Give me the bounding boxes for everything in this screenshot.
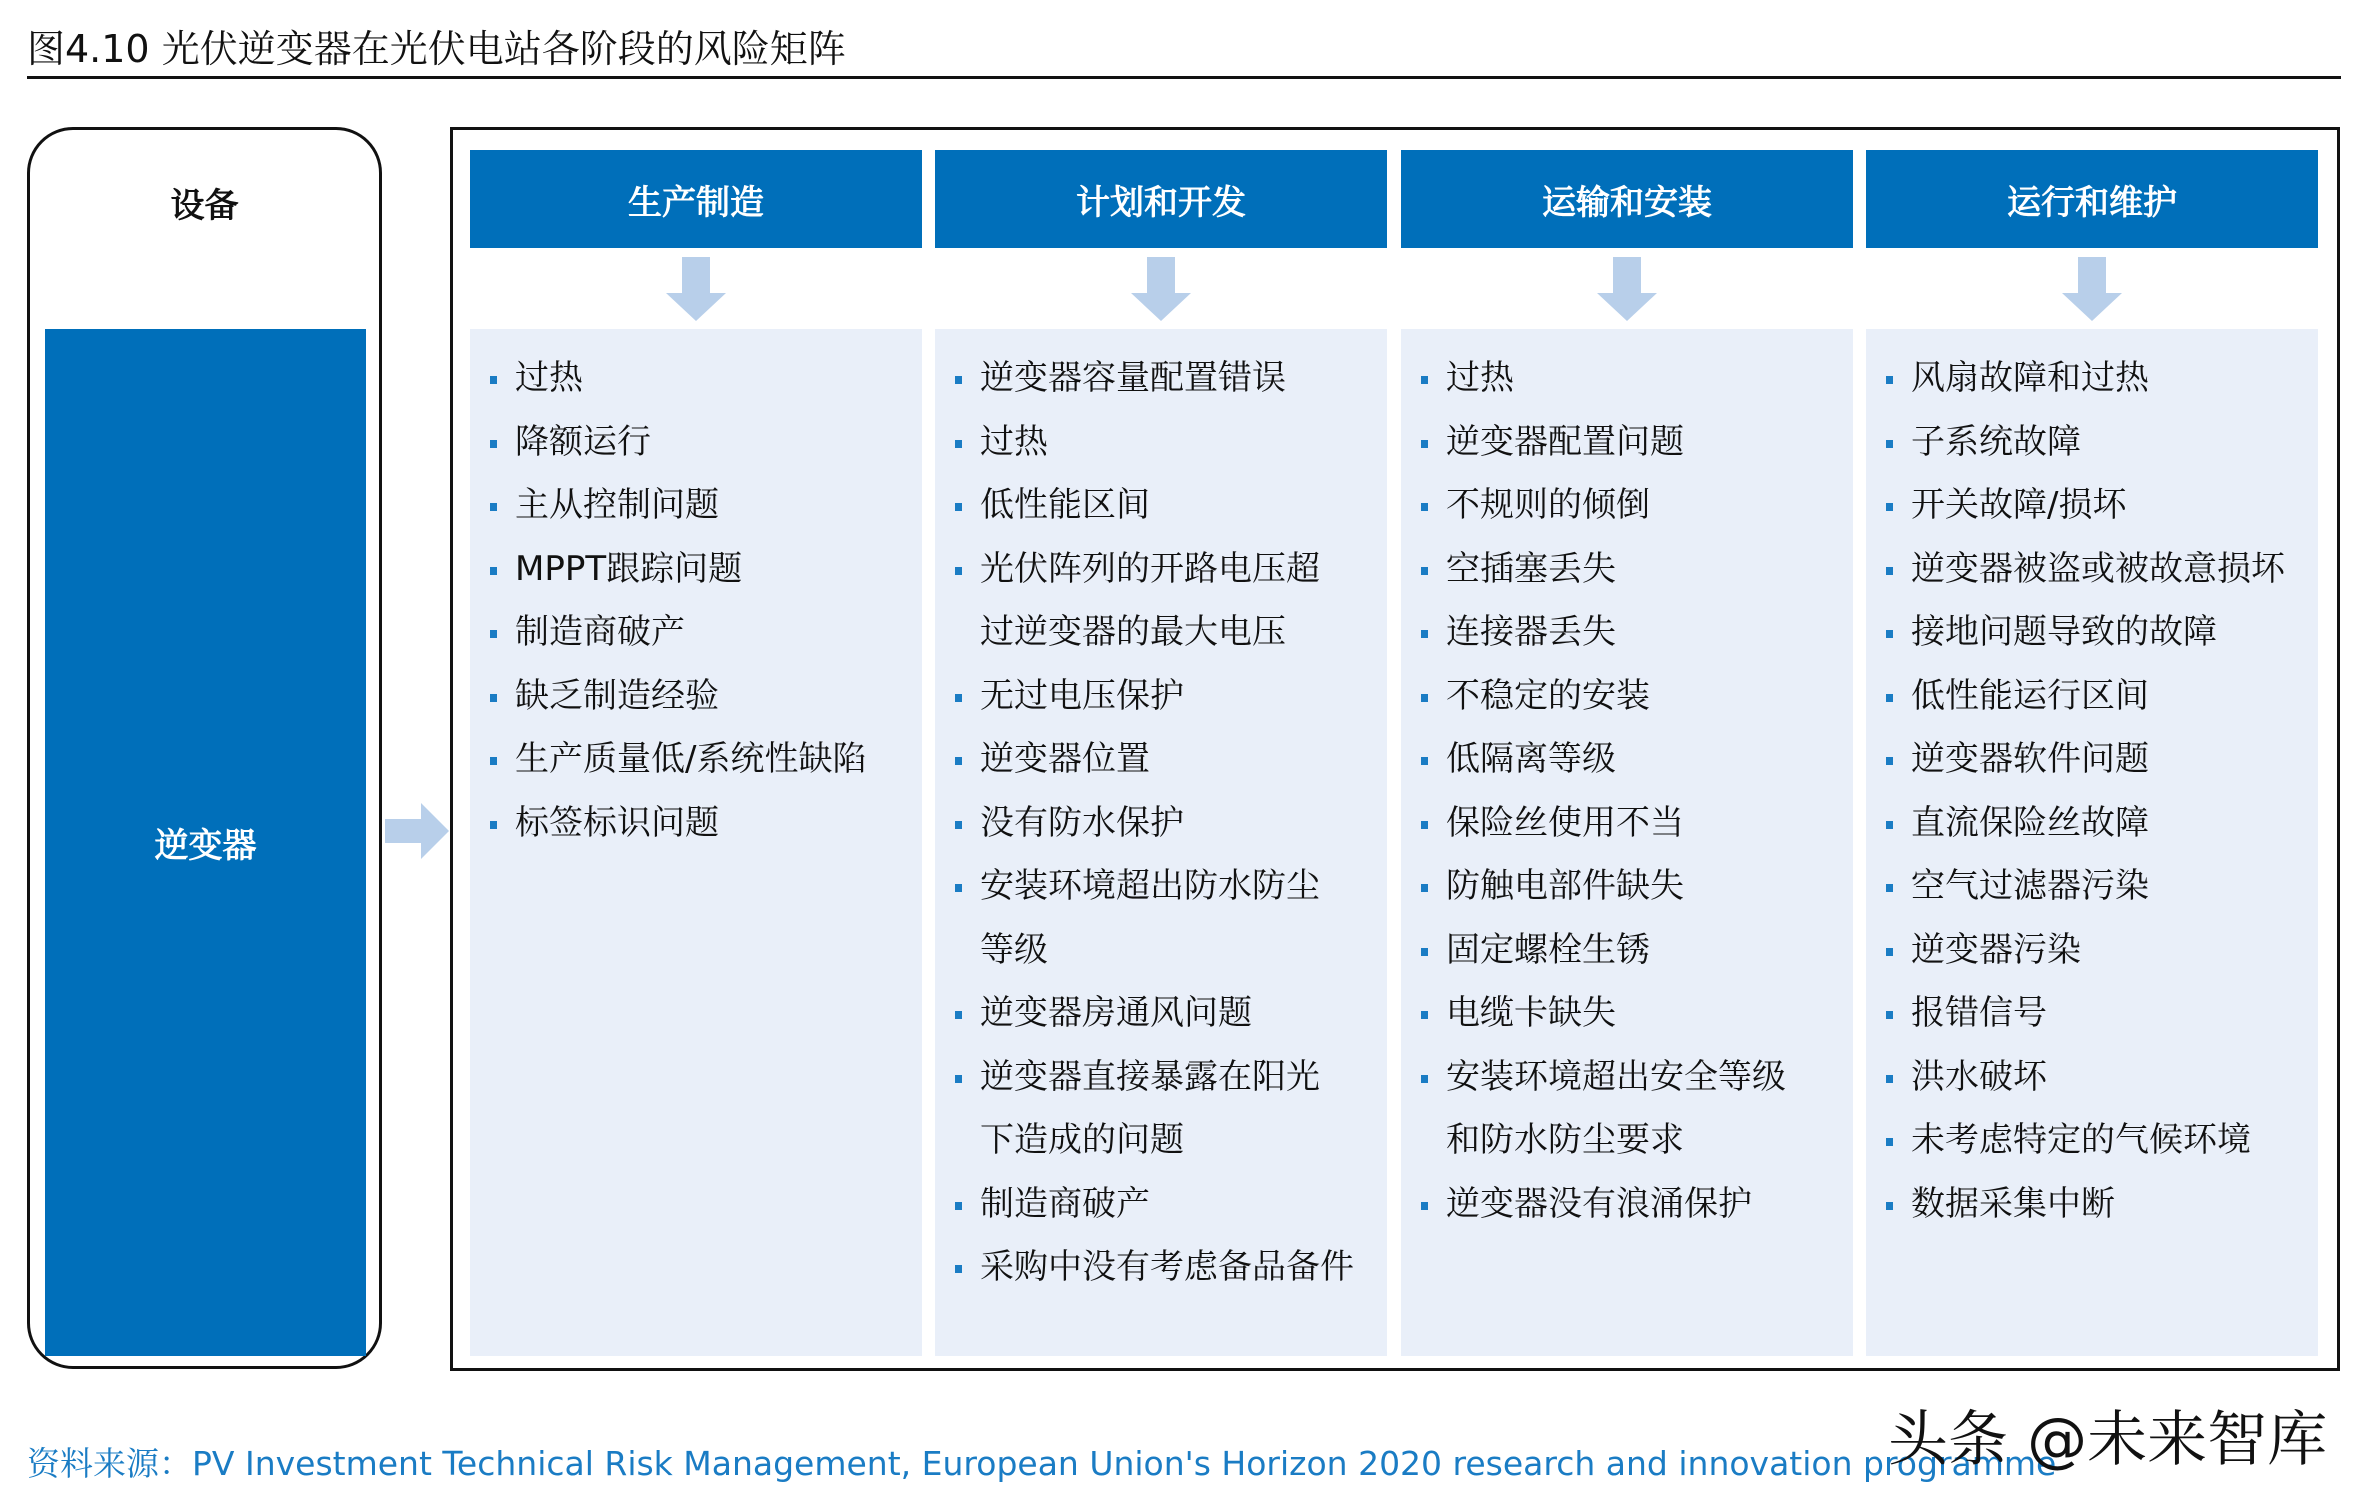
risk-item-text: 连接器丢失 bbox=[1446, 612, 1616, 652]
risk-item-text: 固定螺栓生锈 bbox=[1446, 929, 1650, 970]
bullet-icon bbox=[1421, 1075, 1428, 1083]
bullet-icon bbox=[955, 694, 962, 702]
risk-item bbox=[1866, 601, 2318, 665]
risk-item bbox=[1401, 982, 1853, 1046]
risk-item bbox=[1401, 855, 1853, 919]
bullet-icon bbox=[1421, 630, 1428, 638]
risk-item bbox=[1401, 1046, 1853, 1173]
arrow-down-icon bbox=[1131, 257, 1191, 321]
source-note: 资料来源：PV Investment Technical Risk Management, European Union's Horizon 2020 research and innovation programme bbox=[27, 1444, 2057, 1483]
risk-list bbox=[470, 347, 922, 855]
bullet-icon bbox=[490, 694, 497, 702]
bullet-icon bbox=[1886, 1011, 1893, 1019]
risk-item-text: 逆变器位置 bbox=[980, 739, 1150, 779]
bullet-icon bbox=[1886, 757, 1893, 765]
risk-item bbox=[935, 855, 1387, 982]
risk-item-text: 安装环境超出安全等级 和防水防尘要求 bbox=[1446, 1056, 1786, 1160]
stage-header: 运行和维护 bbox=[1866, 150, 2318, 248]
bullet-icon bbox=[490, 630, 497, 638]
risk-item-text: 防触电部件缺失 bbox=[1446, 866, 1684, 906]
risk-item-text: 制造商破产 bbox=[515, 612, 685, 652]
risk-item bbox=[1866, 919, 2318, 983]
risk-item bbox=[1401, 1173, 1853, 1237]
bullet-icon bbox=[1886, 1075, 1893, 1083]
stage-risk-panel bbox=[1401, 329, 1853, 1356]
risk-item bbox=[470, 792, 922, 856]
risk-item-text: 电缆卡缺失 bbox=[1446, 993, 1616, 1033]
risk-item-text: 安装环境超出防水防尘 等级 bbox=[980, 866, 1320, 970]
bullet-icon bbox=[490, 440, 497, 448]
risk-item-text: 不规则的倾倒 bbox=[1446, 485, 1650, 525]
risk-item bbox=[1401, 601, 1853, 665]
risk-item-text: 逆变器没有浪涌保护 bbox=[1446, 1183, 1752, 1224]
risk-list bbox=[1866, 347, 2318, 1236]
risk-item bbox=[1866, 728, 2318, 792]
bullet-icon bbox=[1886, 948, 1893, 956]
bullet-icon bbox=[1421, 1202, 1428, 1210]
bullet-icon bbox=[955, 440, 962, 448]
risk-item-text: 开关故障/损坏 bbox=[1911, 485, 2127, 525]
bullet-icon bbox=[1886, 694, 1893, 702]
risk-item bbox=[1866, 411, 2318, 475]
bullet-icon bbox=[1421, 884, 1428, 892]
risk-list bbox=[935, 347, 1387, 1300]
risk-item bbox=[935, 411, 1387, 475]
stage-column bbox=[470, 150, 922, 843]
arrow-down-icon bbox=[666, 257, 726, 321]
risk-item-text: 主从控制问题 bbox=[515, 485, 719, 525]
risk-item bbox=[1866, 792, 2318, 856]
risk-list bbox=[1401, 347, 1853, 1236]
risk-item bbox=[935, 792, 1387, 856]
risk-item bbox=[935, 1236, 1387, 1300]
risk-item bbox=[1866, 347, 2318, 411]
risk-item bbox=[1401, 919, 1853, 983]
bullet-icon bbox=[955, 567, 962, 575]
risk-item-text: 降额运行 bbox=[515, 421, 651, 462]
stage-column bbox=[1401, 150, 1853, 1224]
risk-item-text: 制造商破产 bbox=[980, 1183, 1150, 1224]
bullet-icon bbox=[1886, 884, 1893, 892]
equipment-name: 逆变器 bbox=[154, 826, 257, 866]
bullet-icon bbox=[955, 884, 962, 892]
arrow-down-icon bbox=[2062, 257, 2122, 321]
risk-item-text: 报错信号 bbox=[1911, 993, 2047, 1033]
risk-item-text: 生产质量低/系统性缺陷 bbox=[515, 739, 867, 779]
bullet-icon bbox=[1421, 567, 1428, 575]
bullet-icon bbox=[1886, 440, 1893, 448]
risk-item-text: 低性能区间 bbox=[980, 485, 1150, 525]
risk-item-text: 没有防水保护 bbox=[980, 802, 1184, 843]
risk-item-text: 无过电压保护 bbox=[980, 675, 1184, 716]
arrow-right-icon bbox=[385, 803, 449, 859]
bullet-icon bbox=[490, 757, 497, 765]
risk-item-text: 接地问题导致的故障 bbox=[1911, 612, 2217, 652]
risk-item-text: 空气过滤器污染 bbox=[1911, 866, 2149, 906]
risk-item-text: 逆变器配置问题 bbox=[1446, 421, 1684, 462]
risk-item bbox=[1866, 665, 2318, 729]
bullet-icon bbox=[955, 376, 962, 384]
bullet-icon bbox=[490, 376, 497, 384]
risk-item-text: 采购中没有考虑备品备件 bbox=[980, 1247, 1354, 1287]
equipment-inverter-block bbox=[45, 329, 366, 1356]
risk-item-text: 逆变器软件问题 bbox=[1911, 739, 2149, 779]
watermark: 头条 @未来智库 bbox=[1888, 1405, 2328, 1475]
risk-item-text: 过热 bbox=[1446, 358, 1514, 398]
risk-item bbox=[470, 538, 922, 602]
bullet-icon bbox=[490, 503, 497, 511]
bullet-icon bbox=[1886, 1202, 1893, 1210]
bullet-icon bbox=[955, 757, 962, 765]
risk-item-text: 低性能运行区间 bbox=[1911, 675, 2149, 716]
risk-item bbox=[1401, 728, 1853, 792]
bullet-icon bbox=[1886, 630, 1893, 638]
risk-item-text: 逆变器直接暴露在阳光 下造成的问题 bbox=[980, 1056, 1320, 1160]
arrow-down-icon bbox=[1597, 257, 1657, 321]
risk-item bbox=[470, 411, 922, 475]
bullet-icon bbox=[1886, 376, 1893, 384]
bullet-icon bbox=[955, 1265, 962, 1273]
risk-item bbox=[1401, 411, 1853, 475]
risk-item bbox=[1866, 982, 2318, 1046]
bullet-icon bbox=[1421, 376, 1428, 384]
stage-risk-panel bbox=[1866, 329, 2318, 1356]
risk-item-text: 过热 bbox=[515, 358, 583, 398]
equipment-heading: 设备 bbox=[170, 186, 239, 226]
title-divider bbox=[27, 76, 2341, 79]
bullet-icon bbox=[955, 821, 962, 829]
risk-item bbox=[470, 728, 922, 792]
risk-item-text: 保险丝使用不当 bbox=[1446, 802, 1684, 843]
bullet-icon bbox=[1421, 503, 1428, 511]
risk-item-text: 不稳定的安装 bbox=[1446, 675, 1650, 716]
risk-item-text: MPPT跟踪问题 bbox=[515, 548, 743, 589]
figure-title: 图4.10 光伏逆变器在光伏电站各阶段的风险矩阵 bbox=[27, 27, 846, 71]
risk-item bbox=[935, 665, 1387, 729]
risk-item-text: 逆变器容量配置错误 bbox=[980, 358, 1286, 398]
bullet-icon bbox=[955, 503, 962, 511]
risk-item-text: 标签标识问题 bbox=[515, 802, 719, 843]
risk-item bbox=[1401, 474, 1853, 538]
risk-item bbox=[1866, 474, 2318, 538]
stage-column bbox=[935, 150, 1387, 1287]
risk-item bbox=[935, 347, 1387, 411]
risk-item bbox=[935, 728, 1387, 792]
risk-item bbox=[1401, 792, 1853, 856]
bullet-icon bbox=[490, 567, 497, 575]
stage-header: 生产制造 bbox=[470, 150, 922, 248]
risk-item bbox=[935, 1173, 1387, 1237]
stage-header: 计划和开发 bbox=[935, 150, 1387, 248]
risk-item bbox=[470, 601, 922, 665]
risk-item-text: 过热 bbox=[980, 421, 1048, 462]
bullet-icon bbox=[1421, 1011, 1428, 1019]
risk-item-text: 未考虑特定的气候环境 bbox=[1911, 1120, 2251, 1160]
bullet-icon bbox=[1421, 948, 1428, 956]
risk-item-text: 光伏阵列的开路电压超 过逆变器的最大电压 bbox=[980, 548, 1320, 652]
risk-item bbox=[1401, 347, 1853, 411]
risk-item-text: 数据采集中断 bbox=[1911, 1183, 2115, 1224]
risk-item bbox=[470, 665, 922, 729]
bullet-icon bbox=[1421, 694, 1428, 702]
bullet-icon bbox=[1421, 757, 1428, 765]
risk-item bbox=[1866, 1046, 2318, 1110]
risk-item bbox=[935, 538, 1387, 665]
bullet-icon bbox=[1421, 440, 1428, 448]
risk-item-text: 空插塞丢失 bbox=[1446, 548, 1616, 589]
risk-item bbox=[935, 474, 1387, 538]
risk-item bbox=[470, 474, 922, 538]
risk-item bbox=[470, 347, 922, 411]
risk-item bbox=[1401, 538, 1853, 602]
risk-item bbox=[1866, 855, 2318, 919]
bullet-icon bbox=[1886, 567, 1893, 575]
stage-header: 运输和安装 bbox=[1401, 150, 1853, 248]
bullet-icon bbox=[1886, 503, 1893, 511]
risk-item-text: 洪水破坏 bbox=[1911, 1056, 2047, 1097]
bullet-icon bbox=[1886, 1138, 1893, 1146]
risk-item-text: 直流保险丝故障 bbox=[1911, 802, 2149, 843]
risk-item-text: 逆变器污染 bbox=[1911, 929, 2081, 970]
bullet-icon bbox=[1886, 821, 1893, 829]
stage-column bbox=[1866, 150, 2318, 1224]
risk-item-text: 逆变器被盗或被故意损坏 bbox=[1911, 548, 2285, 589]
risk-item bbox=[1866, 1109, 2318, 1173]
bullet-icon bbox=[955, 1075, 962, 1083]
bullet-icon bbox=[955, 1011, 962, 1019]
stage-risk-panel bbox=[935, 329, 1387, 1356]
risk-item-text: 低隔离等级 bbox=[1446, 739, 1616, 779]
risk-item-text: 逆变器房通风问题 bbox=[980, 993, 1252, 1033]
risk-item bbox=[1866, 1173, 2318, 1237]
bullet-icon bbox=[955, 1202, 962, 1210]
risk-item-text: 缺乏制造经验 bbox=[515, 675, 719, 716]
risk-item bbox=[1401, 665, 1853, 729]
risk-item bbox=[935, 1046, 1387, 1173]
risk-item-text: 风扇故障和过热 bbox=[1911, 358, 2149, 398]
risk-item bbox=[1866, 538, 2318, 602]
bullet-icon bbox=[1421, 821, 1428, 829]
stage-risk-panel bbox=[470, 329, 922, 1356]
risk-item-text: 子系统故障 bbox=[1911, 421, 2081, 462]
bullet-icon bbox=[490, 821, 497, 829]
risk-item bbox=[935, 982, 1387, 1046]
